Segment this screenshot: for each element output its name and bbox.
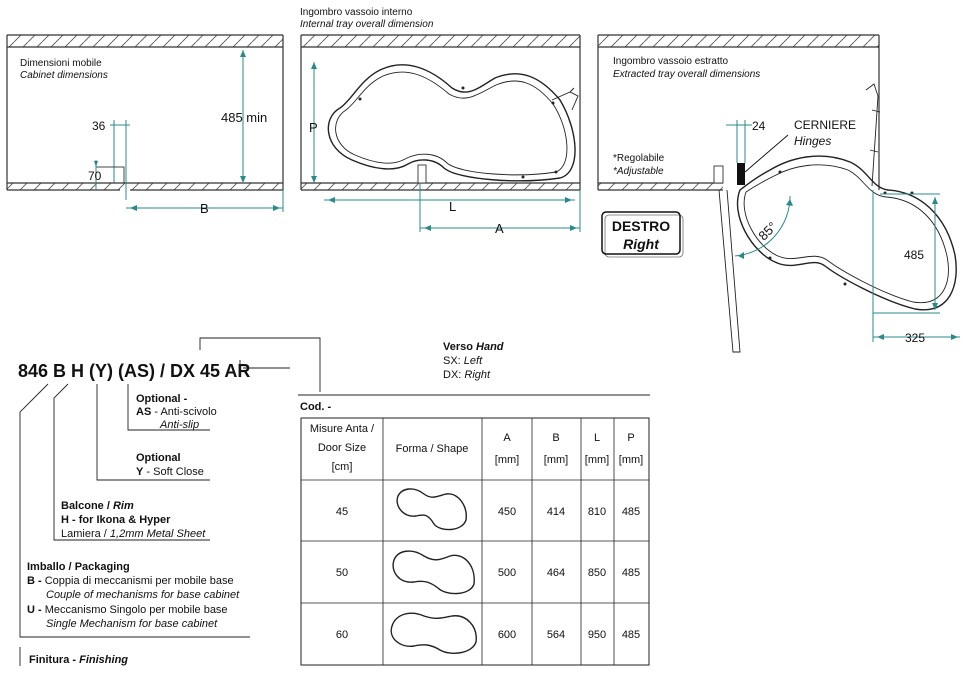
optional-as-it: - Anti-scivolo — [154, 406, 217, 418]
hdr-door-3: [cm] — [331, 461, 353, 473]
side-label-it: DESTRO — [611, 218, 671, 234]
panel3-title-en: Extracted tray overall dimensions — [613, 69, 761, 80]
row1-A: 450 — [497, 506, 517, 518]
side-label-en: Right — [623, 236, 659, 252]
svg-text:Finitura - Finishing — [29, 654, 128, 666]
hdr-P-unit: [mm] — [618, 454, 644, 466]
panel1-title-it: Dimensioni mobile — [20, 58, 102, 69]
sheet-en: 1,2mm Metal Sheet — [109, 528, 206, 540]
b-en: Couple of mechanisms for base cabinet — [46, 589, 240, 601]
svg-text:SX: Left — [443, 355, 483, 367]
finishing-it: Finitura - — [29, 654, 77, 666]
u-it: Meccanismo Singolo per mobile base — [44, 604, 228, 616]
optional-as-code: AS — [136, 406, 152, 418]
row1-L: 810 — [587, 506, 607, 518]
hdr-L-unit: [mm] — [584, 454, 610, 466]
panel2-header-it: Ingombro vassoio interno — [300, 7, 413, 18]
svg-text:Imballo / Packaging — [27, 561, 130, 573]
sheet-it: Lamiera / — [61, 528, 107, 540]
hdr-A: A — [503, 432, 511, 444]
optional-as-title: Optional - — [136, 393, 188, 405]
b-it: Coppia di meccanismi per mobile base — [44, 575, 234, 587]
u-code: U - — [27, 604, 42, 616]
dim-24: 24 — [752, 119, 766, 133]
dim-B: B — [200, 201, 209, 216]
dim-485: 485 — [904, 248, 925, 262]
panel3-title-it: Ingombro vassoio estratto — [613, 56, 729, 67]
panel-extracted-tray — [598, 35, 960, 352]
hinges-label-it: CERNIERE — [794, 118, 857, 132]
svg-text:Y - Soft Close — [136, 466, 204, 478]
row1-B: 414 — [546, 506, 566, 518]
hdr-door-1: Misure Anta / — [309, 423, 375, 435]
row3-L: 950 — [587, 629, 607, 641]
dim-36: 36 — [92, 119, 106, 133]
hdr-B-unit: [mm] — [543, 454, 569, 466]
packaging-it: Imballo / — [27, 561, 72, 573]
rim-en: Rim — [112, 500, 134, 512]
dim-P: P — [309, 120, 318, 135]
row2-shape — [393, 551, 474, 594]
row2-L: 850 — [587, 567, 607, 579]
hand-label-en: Hand — [476, 341, 504, 353]
product-code: 846 B H (Y) (AS) / DX 45 AR — [18, 361, 251, 381]
hand-label-it: Verso — [443, 341, 473, 353]
row2-door: 50 — [335, 567, 349, 579]
row1-P: 485 — [621, 506, 641, 518]
finishing-en: Finishing — [79, 654, 129, 666]
rim-it: Balcone / — [61, 500, 110, 512]
u-en: Single Mechanism for base cabinet — [46, 618, 218, 630]
dim-70: 70 — [88, 169, 102, 183]
code-breakdown — [18, 338, 650, 666]
hdr-P: P — [627, 432, 635, 444]
hdr-door-2: Door Size — [317, 442, 367, 454]
row2-P: 485 — [621, 567, 641, 579]
row2-A: 500 — [497, 567, 517, 579]
panel2-header-en: Internal tray overall dimension — [300, 19, 434, 30]
optional-y-text: - Soft Close — [146, 466, 204, 478]
row3-shape — [391, 613, 476, 653]
svg-text:DX: Right — [443, 369, 491, 381]
hand-dx-text: Right — [464, 369, 491, 381]
dim-325: 325 — [905, 331, 926, 345]
hdr-A-unit: [mm] — [494, 454, 520, 466]
hand-sx-code: SX: — [443, 355, 461, 367]
cod-label: Cod. - — [300, 401, 332, 413]
row3-door: 60 — [335, 629, 349, 641]
adjustable-it: *Regolabile — [613, 153, 665, 164]
dimension-table — [301, 418, 649, 665]
optional-y-title: Optional — [136, 452, 181, 464]
adjustable-en: *Adjustable — [613, 166, 664, 177]
row1-shape — [397, 489, 466, 530]
svg-text:U - Meccanismo Singolo per mob — [27, 604, 228, 616]
hinges-label-en: Hinges — [794, 134, 832, 148]
b-code: B - — [27, 575, 42, 587]
dim-A: A — [495, 221, 504, 236]
hand-dx-code: DX: — [443, 369, 462, 381]
row1-door: 45 — [335, 506, 349, 518]
h-line: H - for Ikona & Hyper — [61, 514, 171, 526]
packaging-en: Packaging — [74, 561, 130, 573]
row2-B: 464 — [546, 567, 566, 579]
optional-y-code: Y — [136, 466, 144, 478]
hdr-L: L — [593, 432, 601, 444]
panel1-title-en: Cabinet dimensions — [20, 70, 108, 81]
hdr-shape: Forma / Shape — [395, 443, 469, 455]
hdr-B: B — [552, 432, 560, 444]
optional-as-en: Anti-slip — [160, 419, 200, 431]
dim-485-min: 485 min — [221, 110, 268, 125]
angle-85: 85° — [755, 218, 780, 244]
svg-text:Verso Hand — [443, 341, 504, 353]
hand-sx-text: Left — [463, 355, 483, 367]
svg-text:Balcone / Rim — [61, 500, 134, 512]
dim-L: L — [449, 199, 457, 214]
svg-text:B - Coppia di meccanismi per m — [27, 575, 234, 587]
svg-text:Lamiera / 1,2mm Metal Sheet — [61, 528, 206, 540]
row3-P: 485 — [621, 629, 641, 641]
svg-text:AS - Anti-scivolo — [136, 406, 217, 418]
row3-B: 564 — [546, 629, 566, 641]
panel-cabinet-dimensions — [7, 35, 283, 216]
panel-internal-tray — [300, 7, 580, 236]
row3-A: 600 — [497, 629, 517, 641]
